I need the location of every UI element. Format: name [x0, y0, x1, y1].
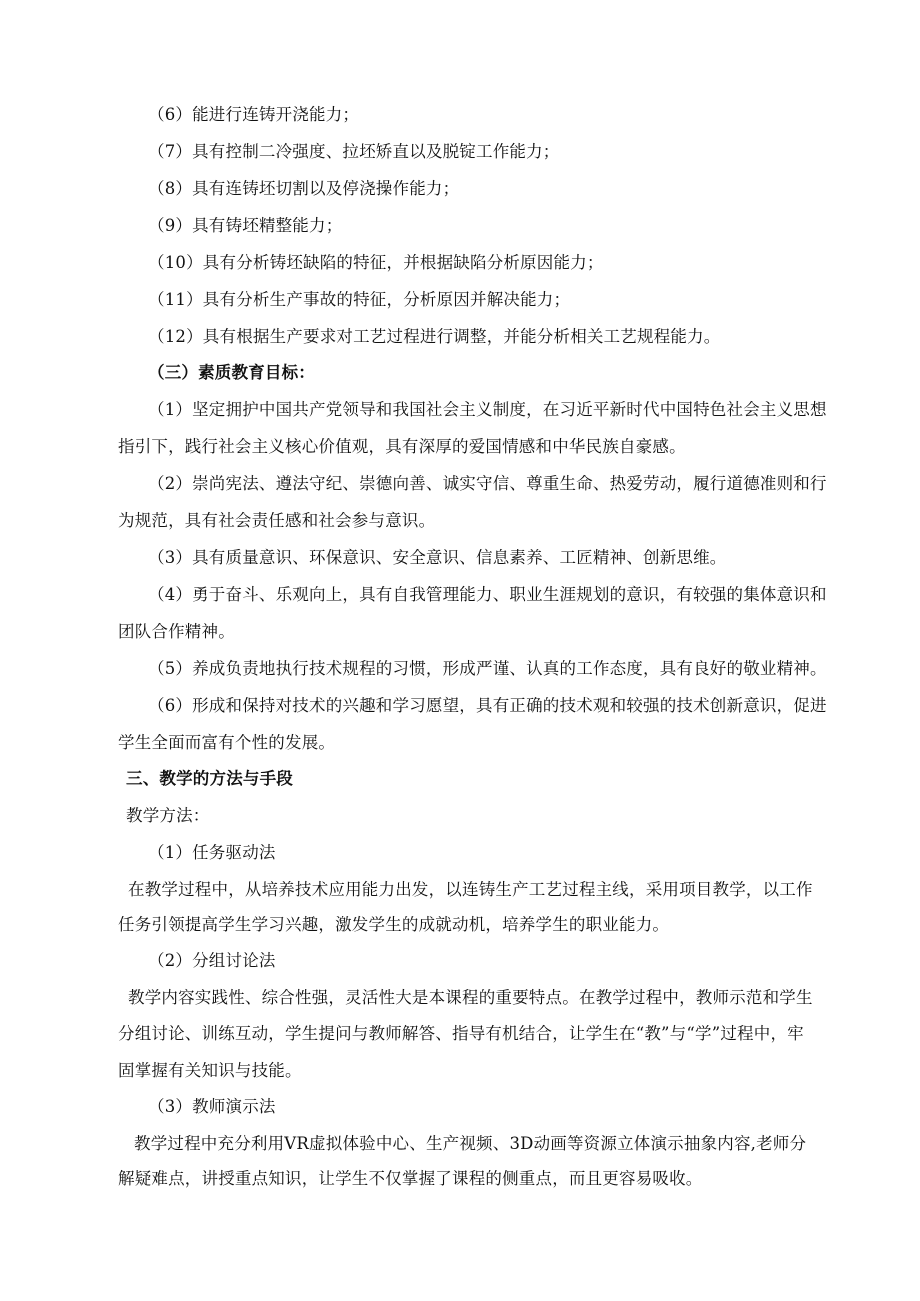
quality-item-2-line1: （2）崇尚宪法、遵法守纪、崇德向善、诚实守信、尊重生命、热爱劳动，履行道德准则和行	[148, 474, 827, 493]
method-1-line1: 在教学过程中，从培养技术应用能力出发，以连铸生产工艺过程主线，采用项目教学，以工作	[128, 880, 813, 899]
method-3-title: （3）教师演示法	[148, 1097, 276, 1116]
skill-item-11: （11）具有分析生产事故的特征，分析原因并解决能力；	[148, 290, 571, 309]
method-1-line2: 任务引领提高学生学习兴趣，激发学生的成就动机，培养学生的职业能力。	[118, 915, 670, 934]
skill-item-9: （9）具有铸坯精整能力；	[148, 216, 343, 235]
method-3-line2: 解疑难点，讲授重点知识，让学生不仅掌握了课程的侧重点，而且更容易吸收。	[118, 1169, 703, 1188]
method-2-title: （2）分组讨论法	[148, 951, 276, 970]
quality-item-3: （3）具有质量意识、环保意识、安全意识、信息素养、工匠精神、创新思维。	[148, 548, 727, 567]
method-1-title: （1）任务驱动法	[148, 843, 276, 862]
quality-item-6-line2: 学生全面而富有个性的发展。	[118, 733, 336, 752]
teaching-methods-label: 教学方法：	[126, 806, 210, 825]
teaching-section-heading: 三、教学的方法与手段	[126, 769, 293, 788]
quality-item-6-line1: （6）形成和保持对技术的兴趣和学习愿望，具有正确的技术观和较强的技术创新意识，促进	[148, 696, 827, 715]
method-3-line1: 教学过程中充分利用VR虚拟体验中心、生产视频、3D动画等资源立体演示抽象内容,老师分	[134, 1134, 807, 1153]
skill-item-7: （7）具有控制二冷强度、拉坯矫直以及脱锭工作能力；	[148, 142, 560, 161]
method-2-line1: 教学内容实践性、综合性强，灵活性大是本课程的重要特点。在教学过程中，教师示范和学生	[128, 988, 813, 1007]
skill-item-12: （12）具有根据生产要求对工艺过程进行调整，并能分析相关工艺规程能力。	[148, 327, 721, 346]
skill-item-6: （6）能进行连铸开浇能力；	[148, 105, 360, 124]
skill-item-10: （10）具有分析铸坯缺陷的特征，并根据缺陷分析原因能力；	[148, 253, 604, 272]
quality-item-2-line2: 为规范，具有社会责任感和社会参与意识。	[118, 511, 436, 530]
quality-section-heading: （三）素质教育目标：	[148, 363, 315, 382]
quality-item-5: （5）养成负责地执行技术规程的习惯，形成严谨、认真的工作态度，具有良好的敬业精神。	[148, 659, 827, 678]
skill-item-8: （8）具有连铸坯切割以及停浇操作能力；	[148, 179, 460, 198]
method-2-line3: 固掌握有关知识与技能。	[118, 1061, 302, 1080]
quality-item-1-line2: 指引下，践行社会主义核心价值观，具有深厚的爱国情感和中华民族自豪感。	[118, 437, 686, 456]
method-2-line2: 分组讨论、训练互动，学生提问与教师解答、指导有机结合，让学生在“教”与“学”过程中，牢	[118, 1024, 804, 1043]
quality-item-4-line2: 团队合作精神。	[118, 622, 235, 641]
quality-item-4-line1: （4）勇于奋斗、乐观向上，具有自我管理能力、职业生涯规划的意识，有较强的集体意识和	[148, 585, 827, 604]
quality-item-1-line1: （1）坚定拥护中国共产党领导和我国社会主义制度，在习近平新时代中国特色社会主义思想	[148, 400, 827, 419]
